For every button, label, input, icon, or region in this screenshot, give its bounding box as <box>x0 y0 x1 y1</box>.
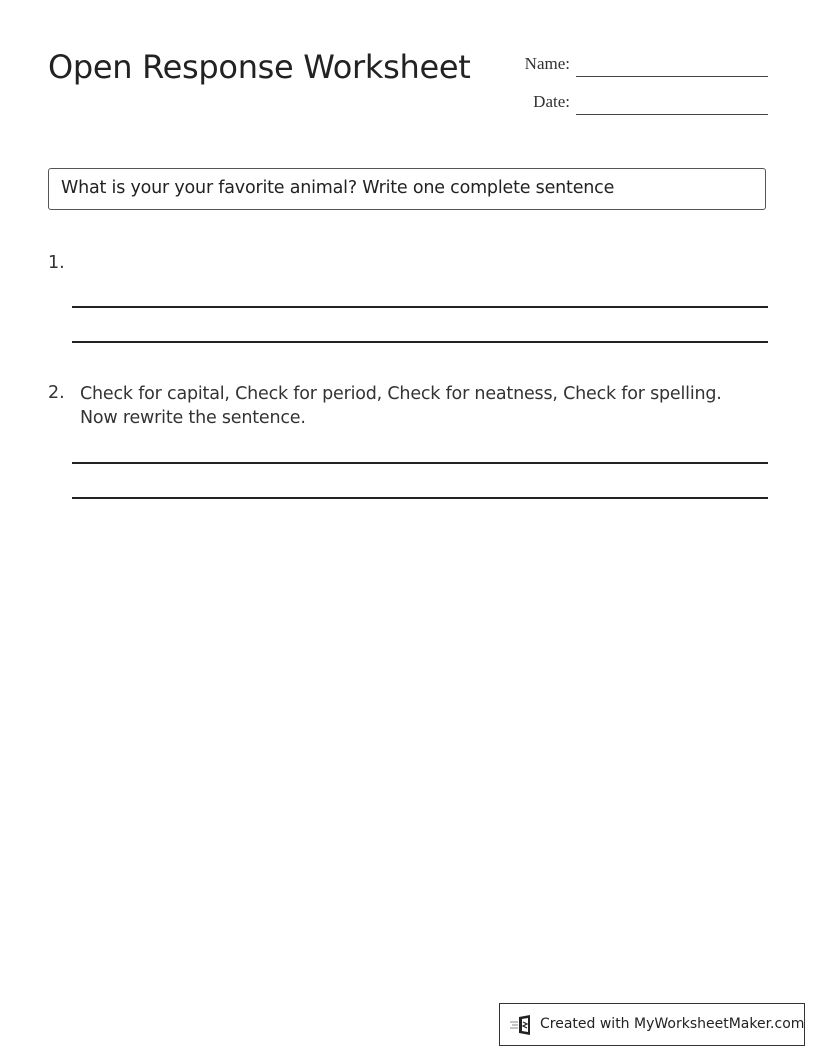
name-field[interactable] <box>576 64 768 77</box>
answer-line[interactable] <box>72 497 768 499</box>
footer-badge[interactable] <box>499 1003 805 1046</box>
date-label: Date: <box>533 92 570 111</box>
worksheet-logo-icon <box>510 1015 534 1035</box>
name-label: Name: <box>524 54 570 73</box>
question-number: 2. <box>48 383 65 403</box>
page-title: Open Response Worksheet <box>48 48 471 86</box>
question-text-line-1: Check for capital, Check for period, Check for neatness, Check for spelling. <box>80 384 722 404</box>
footer-text: Created with MyWorksheetMaker.com <box>540 1016 805 1032</box>
prompt-text: What is your your favorite animal? Write one complete sentence <box>61 178 615 198</box>
answer-line[interactable] <box>72 341 768 343</box>
question-text-line-2: Now rewrite the sentence. <box>80 408 306 428</box>
answer-line[interactable] <box>72 306 768 308</box>
prompt-box <box>48 168 766 210</box>
question-number: 1. <box>48 253 65 273</box>
date-field[interactable] <box>576 102 768 115</box>
answer-line[interactable] <box>72 462 768 464</box>
